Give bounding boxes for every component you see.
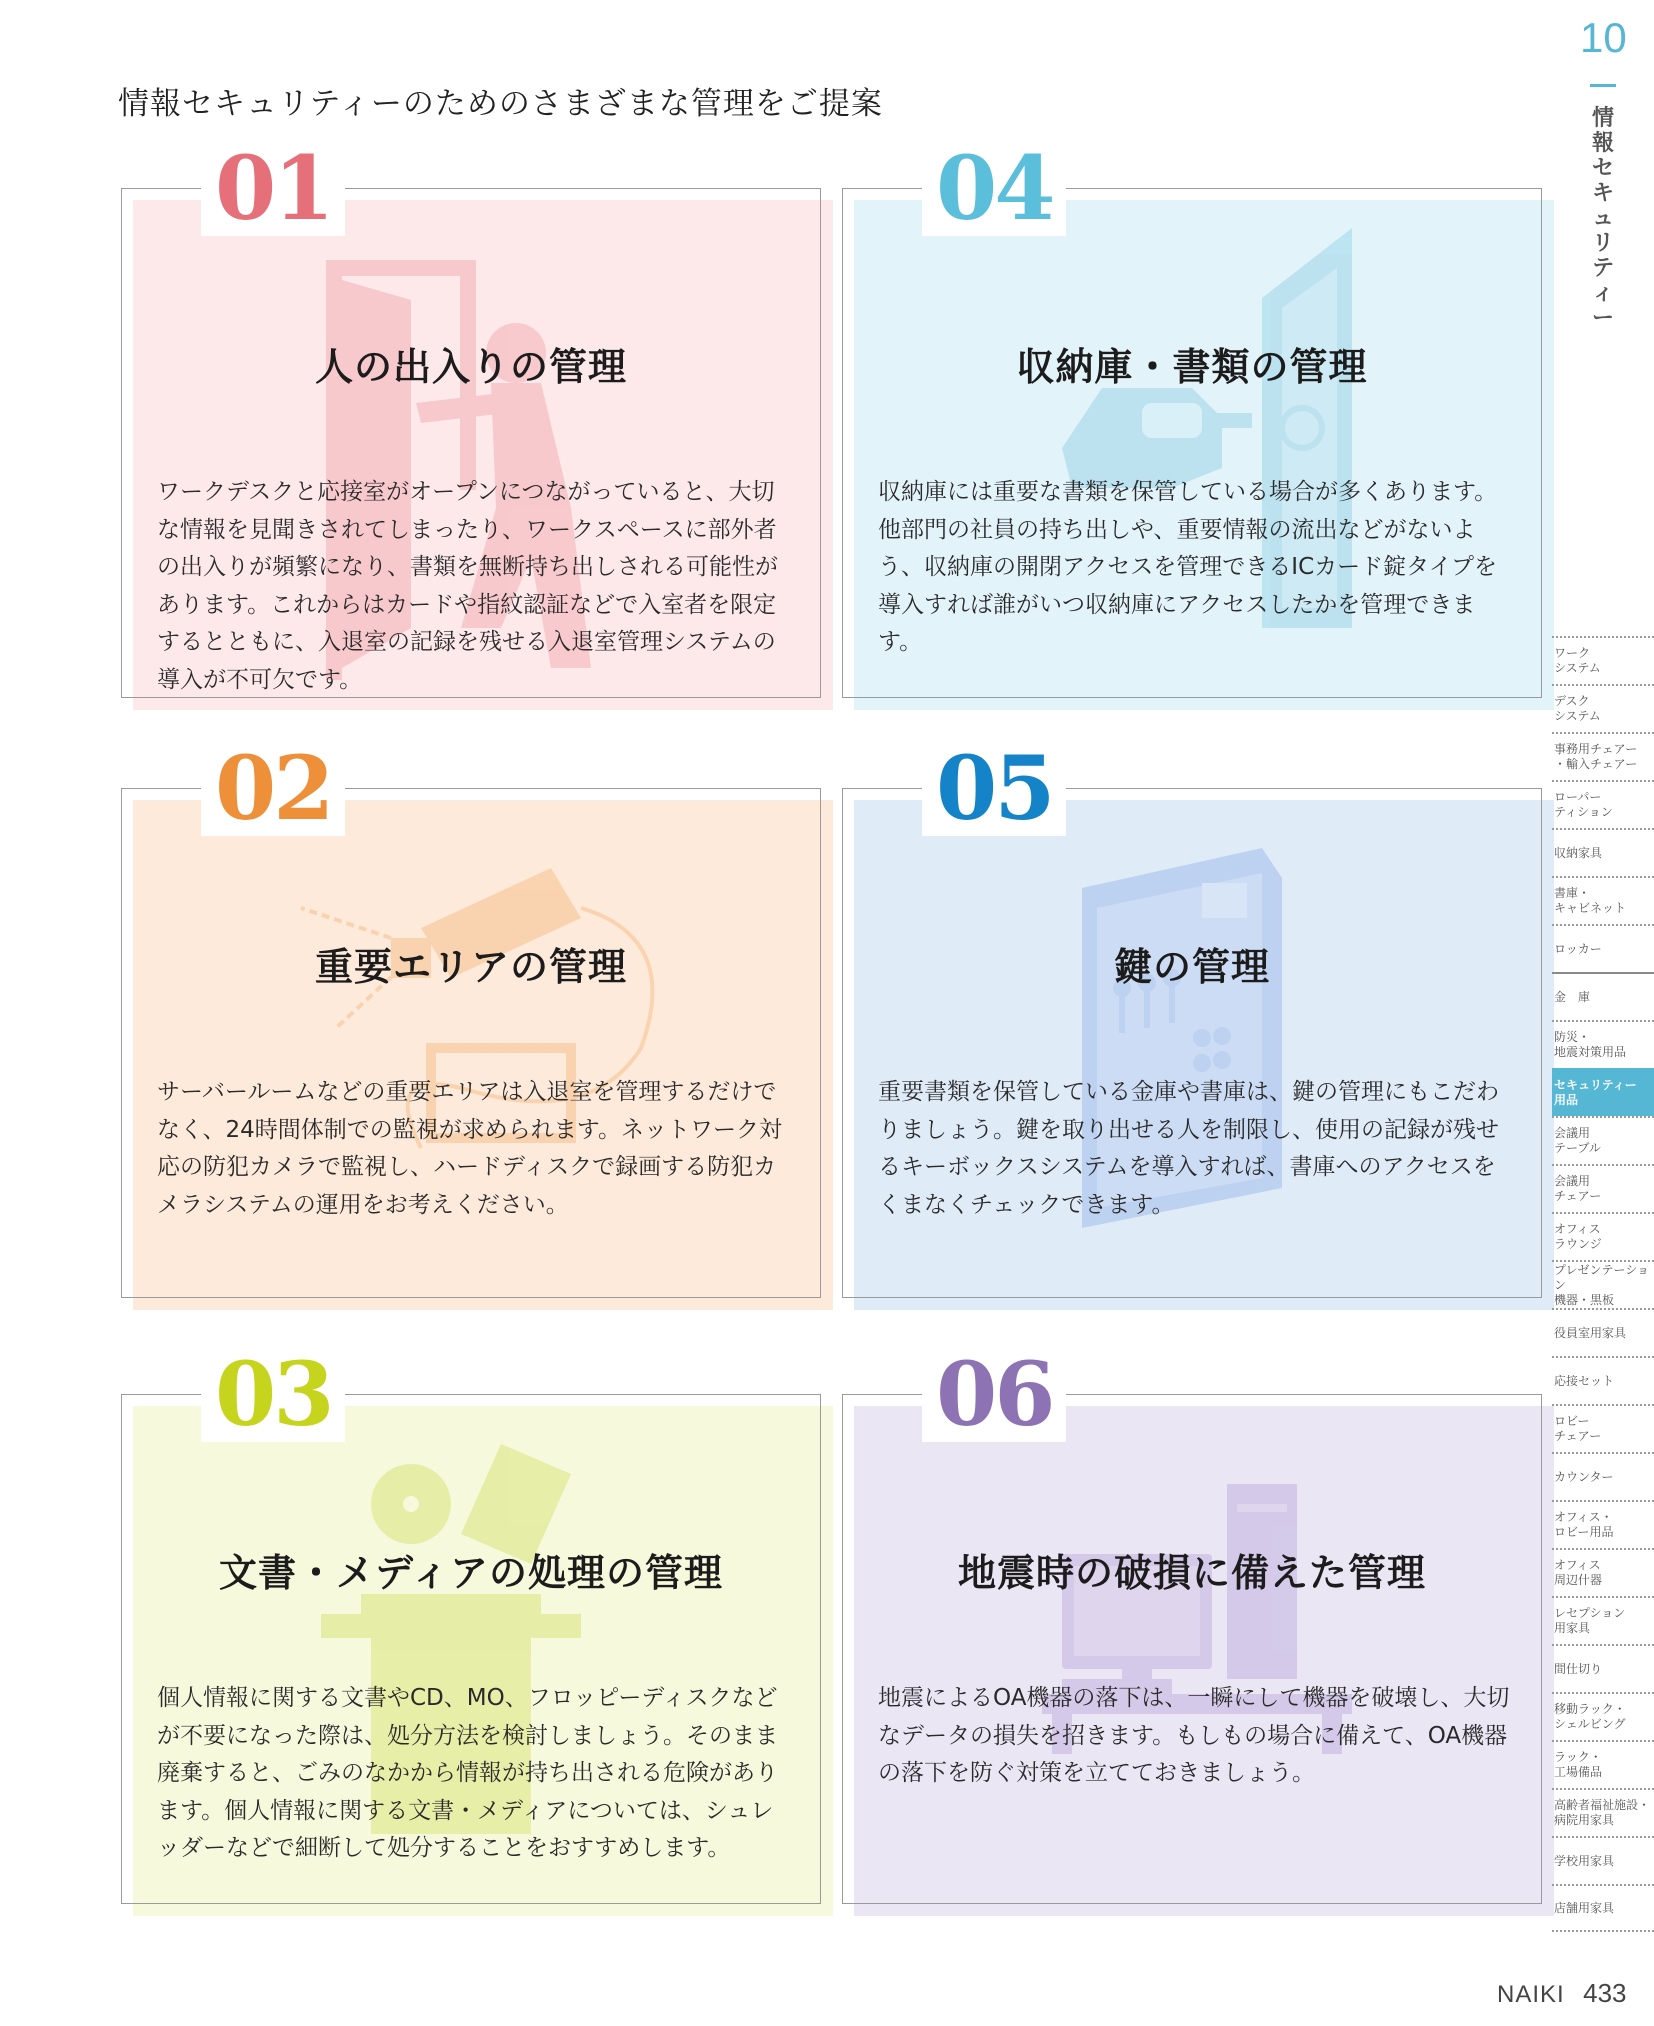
nav-item-lobby-chair[interactable]: ロビー チェアー bbox=[1552, 1404, 1654, 1452]
panel-number: 06 bbox=[922, 1346, 1066, 1442]
nav-item-disaster-prevention[interactable]: 防災・ 地震対策用品 bbox=[1552, 1020, 1654, 1068]
nav-item-locker[interactable]: ロッカー bbox=[1552, 924, 1654, 972]
panel-title: 文書・メディアの処理の管理 bbox=[219, 1551, 723, 1595]
nav-item-security-supplies[interactable]: セキュリティー 用品 bbox=[1552, 1068, 1654, 1116]
nav-item-office-fixtures[interactable]: オフィス 周辺什器 bbox=[1552, 1548, 1654, 1596]
nav-item-reception-furniture[interactable]: レセプション 用家具 bbox=[1552, 1596, 1654, 1644]
nav-item-executive-furniture[interactable]: 役員室用家具 bbox=[1552, 1308, 1654, 1356]
chapter-title: 情報セキュリティー bbox=[1591, 106, 1614, 331]
nav-item-meeting-table[interactable]: 会議用 テーブル bbox=[1552, 1116, 1654, 1164]
nav-item-office-chair[interactable]: 事務用チェアー ・輸入チェアー bbox=[1552, 732, 1654, 780]
nav-item-presentation[interactable]: プレゼンテーション 機器・黒板 bbox=[1552, 1260, 1654, 1308]
section-index bbox=[1552, 636, 1654, 1932]
panel-body: サーバールームなどの重要エリアは入退室を管理するだけでなく、24時間体制での監視が求められます。ネットワーク対応の防犯カメラで監視し、ハードディスクで録画する防犯カメラシステムの運用をお考えください。 bbox=[157, 1079, 782, 1218]
panel-title: 収納庫・書類の管理 bbox=[1016, 345, 1368, 389]
panel-body: 地震によるOA機器の落下は、一瞬にして機器を破壊し、大切なデータの損失を招きます。もしもの場合に備えて、OA機器の落下を防ぐ対策を立てておきましょう。 bbox=[878, 1685, 1510, 1786]
nav-item-safe[interactable]: 金 庫 bbox=[1552, 972, 1654, 1020]
nav-item-store-furniture[interactable]: 店舗用家具 bbox=[1552, 1884, 1654, 1932]
nav-item-storage-furniture[interactable]: 収納家具 bbox=[1552, 828, 1654, 876]
chapter-divider bbox=[1590, 84, 1616, 87]
nav-item-counter[interactable]: カウンター bbox=[1552, 1452, 1654, 1500]
panel-critical-area bbox=[121, 736, 821, 1298]
panel-body: 個人情報に関する文書やCD、MO、フロッピーディスクなどが不要になった際は、処分方法を検討しましょう。そのまま廃棄すると、ごみのなかから情報が持ち出される危険があります。個人情報に関する文書・メディアについては、シュレッダーなどで細断して処分することをおすすめします。 bbox=[157, 1685, 778, 1861]
brand-name: NAIKI bbox=[1497, 1981, 1565, 2008]
panel-body: 重要書類を保管している金庫や書庫は、鍵の管理にもこだわりましょう。鍵を取り出せる人を制限し、使用の記録が残せるキーボックスシステムを導入すれば、書庫へのアクセスをくまなくチェックできます。 bbox=[878, 1079, 1499, 1218]
panel-number: 01 bbox=[201, 140, 345, 236]
nav-item-welfare-furniture[interactable]: 高齢者福祉施設・ 病院用家具 bbox=[1552, 1788, 1654, 1836]
nav-item-office-lounge[interactable]: オフィス ラウンジ bbox=[1552, 1212, 1654, 1260]
panel-number: 05 bbox=[922, 740, 1066, 836]
panel-storage-documents bbox=[842, 136, 1542, 698]
nav-item-lobby-supplies[interactable]: オフィス・ ロビー用品 bbox=[1552, 1500, 1654, 1548]
panel-title: 鍵の管理 bbox=[1113, 945, 1270, 989]
nav-item-meeting-chair[interactable]: 会議用 チェアー bbox=[1552, 1164, 1654, 1212]
nav-item-work-system[interactable]: ワーク システム bbox=[1552, 636, 1654, 684]
nav-item-partition[interactable]: 間仕切り bbox=[1552, 1644, 1654, 1692]
nav-item-cabinet[interactable]: 書庫・ キャビネット bbox=[1552, 876, 1654, 924]
panel-title: 重要エリアの管理 bbox=[314, 945, 627, 989]
nav-item-mobile-rack[interactable]: 移動ラック・ シェルビング bbox=[1552, 1692, 1654, 1740]
panel-title: 地震時の破損に備えた管理 bbox=[957, 1551, 1426, 1595]
nav-item-desk-system[interactable]: デスク システム bbox=[1552, 684, 1654, 732]
nav-item-low-partition[interactable]: ローパー ティション bbox=[1552, 780, 1654, 828]
panel-number: 04 bbox=[922, 140, 1066, 236]
panel-number: 03 bbox=[201, 1346, 345, 1442]
panel-document-media bbox=[121, 1342, 821, 1904]
chapter-number: 10 bbox=[1580, 14, 1627, 61]
nav-item-school-furniture[interactable]: 学校用家具 bbox=[1552, 1836, 1654, 1884]
panel-key-management bbox=[842, 736, 1542, 1298]
nav-item-reception-set[interactable]: 応接セット bbox=[1552, 1356, 1654, 1404]
nav-item-factory-rack[interactable]: ラック・ 工場備品 bbox=[1552, 1740, 1654, 1788]
panel-people-access bbox=[121, 136, 821, 698]
page-footer bbox=[1497, 1978, 1627, 2009]
panel-number: 02 bbox=[201, 740, 345, 836]
panel-body: ワークデスクと応接室がオープンにつながっていると、大切な情報を見聞きされてしまったり、ワークスペースに部外者の出入りが頻繁になり、書類を無断持ち出しされる可能性があります。これからはカードや指紋認証などで入室者を限定するとともに、入退室の記録を残せる入退室管理システムの導入が不可欠です。 bbox=[157, 479, 778, 693]
page-number: 433 bbox=[1583, 1978, 1627, 2008]
panel-title: 人の出入りの管理 bbox=[314, 345, 627, 389]
panel-earthquake bbox=[842, 1342, 1542, 1904]
panel-body: 収納庫には重要な書類を保管している場合が多くあります。他部門の社員の持ち出しや、重要情報の流出などがないよう、収納庫の開閉アクセスを管理できるICカード錠タイプを導入すれば誰がいつ収納庫にアクセスしたかを管理できます。 bbox=[878, 479, 1498, 655]
page-heading: 情報セキュリティーのためのさまざまな管理をご提案 bbox=[118, 86, 883, 122]
